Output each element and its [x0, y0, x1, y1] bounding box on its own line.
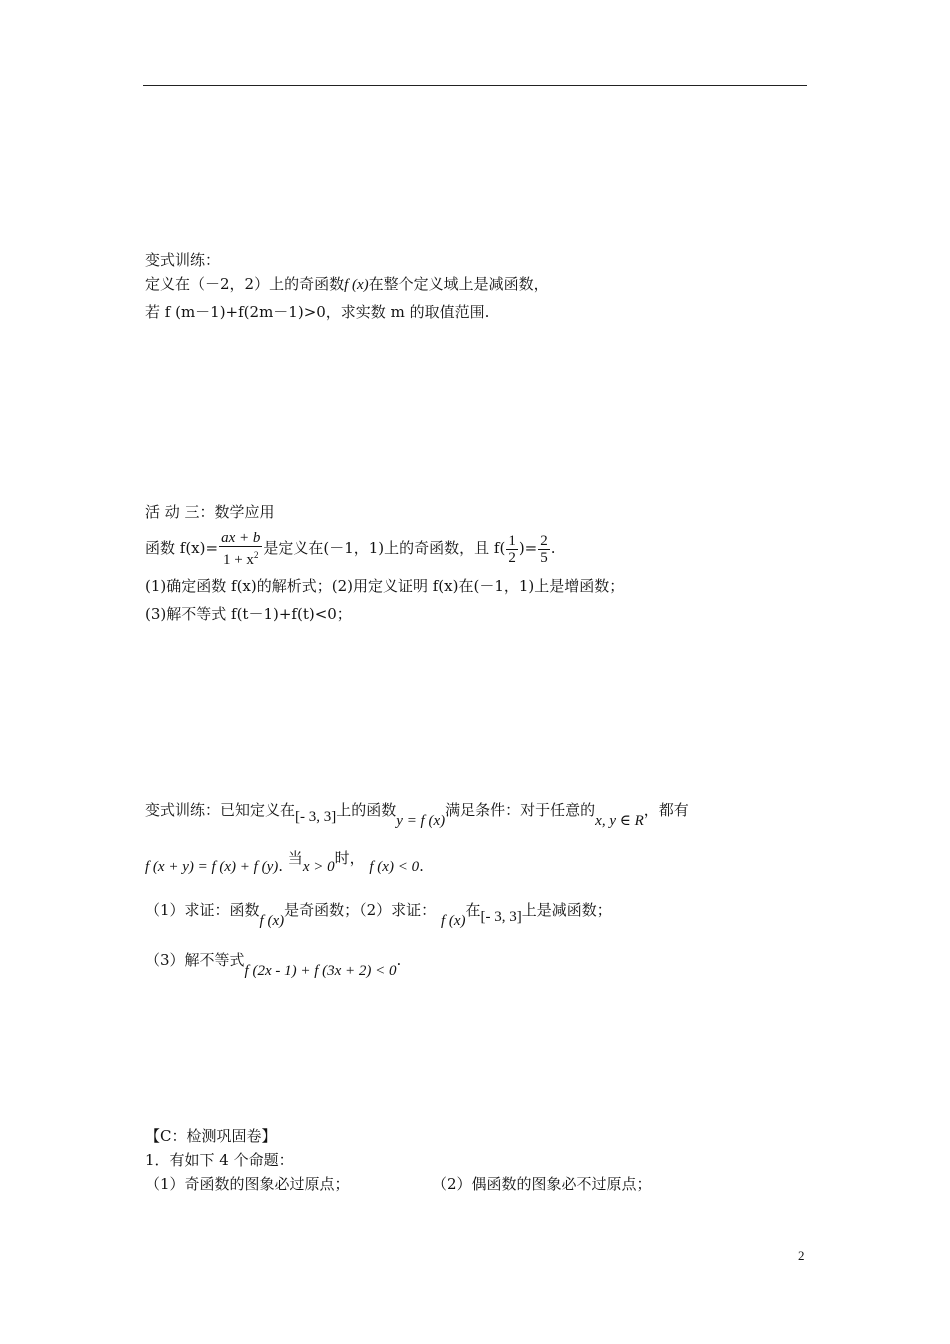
section4-line1: 1．有如下 4 个命题：	[145, 1151, 294, 1169]
text: 时，	[334, 849, 365, 867]
section3-line3	[145, 900, 612, 929]
section1-title: 变式训练：	[145, 251, 221, 269]
math-inequality: f (2x - 1) + f (3x + 2) < 0	[244, 963, 397, 979]
frac-den	[219, 546, 262, 568]
text: 当	[287, 849, 303, 867]
frac-den: 2	[508, 549, 516, 566]
section4-title: 【C：检测巩固卷】	[145, 1127, 277, 1145]
frac-den-sup: 2	[253, 550, 259, 560]
text: .	[419, 857, 424, 875]
text: .	[278, 857, 284, 875]
text: （1）求证：函数	[145, 901, 260, 919]
section4-item2: （2）偶函数的图象必不过原点；	[432, 1175, 652, 1193]
section3-line1	[145, 800, 689, 829]
math-interval: [- 3, 3]	[480, 909, 522, 925]
math-functional-equation: f (x + y) = f (x) + f (y)	[145, 859, 279, 875]
section3-line2	[145, 849, 424, 877]
math-fx: f (x)	[344, 277, 369, 293]
fraction-ax-b	[219, 530, 262, 568]
text: 是定义在(－1，1)上的奇函数，且 f(	[263, 539, 506, 557]
section3-line4	[145, 950, 402, 979]
text: 满足条件：对于任意的	[445, 801, 596, 819]
text: 在	[465, 901, 481, 919]
math-xy-in-r: x, y ∈ R	[595, 813, 644, 829]
math-fx: f (x)	[259, 913, 285, 929]
frac-num: 2	[540, 532, 548, 549]
math-fx: f (x)	[440, 913, 466, 929]
section4-item1: （1）奇函数的图象必过原点；	[145, 1175, 350, 1193]
math-interval: [- 3, 3]	[295, 809, 337, 825]
text: （3）解不等式	[145, 951, 245, 969]
section2-line2: (1)确定函数 f(x)的解析式；(2)用定义证明 f(x)在(－1，1)上是增函数；	[145, 577, 625, 595]
frac-den-text: 1 + x	[222, 552, 254, 568]
text: 上是减函数；	[521, 901, 612, 919]
text: 在整个定义域上是减函数，	[368, 275, 549, 293]
section1-line1	[145, 274, 549, 295]
section2-line1	[145, 530, 556, 568]
math-y-fx: y = f (x)	[396, 813, 446, 829]
frac-num: 1	[508, 532, 516, 549]
math-fx-lt-0: f (x) < 0	[369, 859, 420, 875]
fraction-half	[506, 533, 518, 566]
header-rule	[143, 85, 807, 86]
frac-num: ax + b	[221, 530, 261, 546]
text: 上的函数	[336, 801, 397, 819]
text: 是奇函数；（2）求证：	[284, 901, 437, 919]
text: .	[550, 539, 556, 557]
text: 函数 f(x)=	[145, 539, 219, 557]
section2-line3: (3)解不等式 f(t－1)+f(t)<0；	[145, 605, 352, 623]
text: )=	[518, 539, 538, 557]
section1-line2: 若 f (m－1)+f(2m－1)>0，求实数 m 的取值范围.	[145, 303, 490, 321]
text: 定义在（－2，2）上的奇函数	[145, 275, 345, 293]
fraction-two-fifths	[538, 533, 550, 566]
text: 变式训练：已知定义在	[145, 801, 296, 819]
text: ，都有	[643, 801, 689, 819]
section2-title: 活 动 三：数学应用	[145, 503, 275, 521]
text: .	[396, 951, 402, 969]
page-number: 2	[798, 1248, 805, 1263]
frac-den: 5	[540, 549, 548, 566]
math-x-gt-0: x > 0	[302, 859, 335, 875]
